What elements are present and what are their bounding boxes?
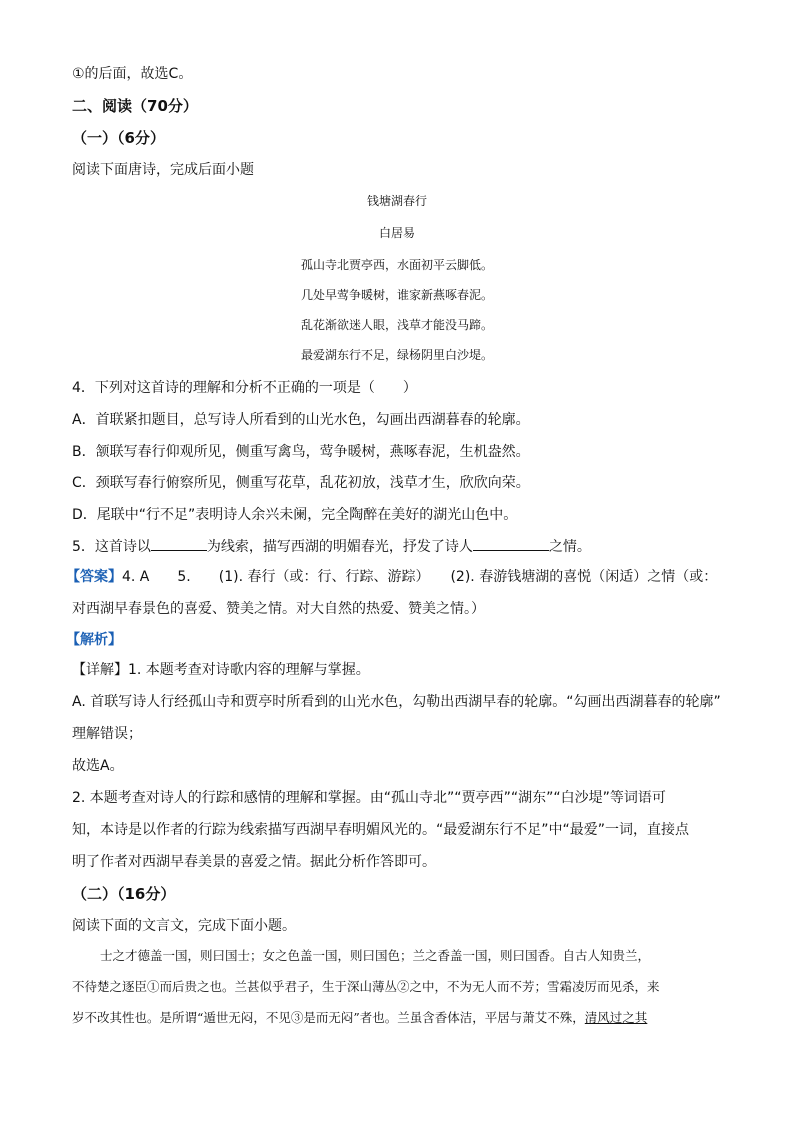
- poem-line: 几处早莺争暖树，谁家新燕啄春泥。: [300, 288, 493, 302]
- top-line: ①的后面，故选C。: [72, 66, 193, 82]
- poem-line: 最爱湖东行不足，绿杨阴里白沙堤。: [300, 348, 493, 362]
- detail-line: 知，本诗是以作者的行踪为线索描写西湖早春明媚风光的。“最爱湖东行不足”中“最爱”一词，直接点: [72, 822, 690, 838]
- question-5-text-1: 5．这首诗以: [72, 539, 151, 555]
- prose-line: 士之才德盖一国，则曰国士；女之色盖一国，则曰国色；兰之香盖一国，则曰国香。自古人知贵兰，: [100, 948, 651, 963]
- poem-line: 孤山寺北贾亭西，水面初平云脚低。: [300, 258, 493, 272]
- detail-line: 明了作者对西湖早春美景的喜爱之情。据此分析作答即可。: [72, 854, 436, 870]
- answer-blank-2[interactable]: [473, 536, 549, 551]
- answer-blank-1[interactable]: [151, 536, 207, 551]
- question-4-option-d: D．尾联中“行不足”表明诗人余兴未阑，完全陶醉在美好的湖光山色中。: [72, 507, 518, 523]
- poem-title: 钱塘湖春行: [366, 194, 427, 208]
- prose-underlined-text: 清风过之其: [584, 1010, 648, 1025]
- prose-line: 不待楚之逐臣①而后贵之也。兰甚似乎君子，生于深山薄丛②之中，不为无人而不芳；雪霜凌厉而见杀，来: [72, 979, 660, 994]
- answer-line-1: [66, 567, 734, 587]
- question-5-text-3: 之情。: [548, 539, 591, 555]
- question-4-stem: 4．下列对这首诗的理解和分析不正确的一项是（ ）: [72, 380, 417, 396]
- part2-title: （二）（16分）: [72, 885, 176, 903]
- answer-line-2: 对西湖早春景色的喜爱、赞美之情。对大自然的热爱、赞美之情。）: [72, 601, 485, 617]
- question-5: [72, 536, 734, 557]
- poem-line: 乱花渐欲迷人眼，浅草才能没马蹄。: [300, 318, 493, 332]
- detail-line: A. 首联写诗人行经孤山寺和贾亭时所看到的山光水色，勾勒出西湖早春的轮廓。“勾画出西湖暮春的轮廓”: [72, 694, 721, 710]
- question-5-text-2: 为线索，描写西湖的明媚春光，抒发了诗人: [206, 539, 473, 555]
- detail-line: 2. 本题考查对诗人的行踪和感情的理解和掌握。由“孤山寺北”“贾亭西”“湖东”“白沙堤”等词语可: [72, 790, 666, 806]
- part1-title: （一）（6分）: [72, 129, 165, 147]
- detail-line: 故选A。: [72, 758, 124, 774]
- section-title: 二、阅读（70分）: [72, 97, 198, 115]
- detail-line: 【详解】1. 本题考查对诗歌内容的理解与掌握。: [72, 662, 370, 678]
- answer-text-1: 4. A 5. (1). 春行（或：行、行踪、游踪） (2). 春游钱塘湖的喜悦（闲适）之情（或：: [122, 569, 718, 585]
- detail-line: 理解错误；: [72, 726, 142, 742]
- question-4-option-c: C．颈联写春行俯察所见，侧重写花草，乱花初放，浅草才生，欣欣向荣。: [72, 475, 530, 491]
- question-4-option-a: A．首联紧扣题目，总写诗人所看到的山光水色，勾画出西湖暮春的轮廓。: [72, 412, 530, 428]
- prose-text: 岁不改其性也。是所谓“遁世无闷，不见③是而无闷”者也。兰虽含香体洁，平居与萧艾不殊，: [72, 1010, 585, 1025]
- answer-tag: 【答案】: [66, 569, 122, 585]
- prose-line-3: [72, 1008, 732, 1028]
- poem-author: 白居易: [378, 226, 415, 240]
- part1-instruction: 阅读下面唐诗，完成后面小题: [72, 162, 254, 178]
- question-4-option-b: B．颔联写春行仰观所见，侧重写禽鸟，莺争暖树，燕啄春泥，生机盎然。: [72, 444, 530, 460]
- analysis-tag: 【解析】: [66, 632, 122, 648]
- part2-instruction: 阅读下面的文言文，完成下面小题。: [72, 918, 296, 934]
